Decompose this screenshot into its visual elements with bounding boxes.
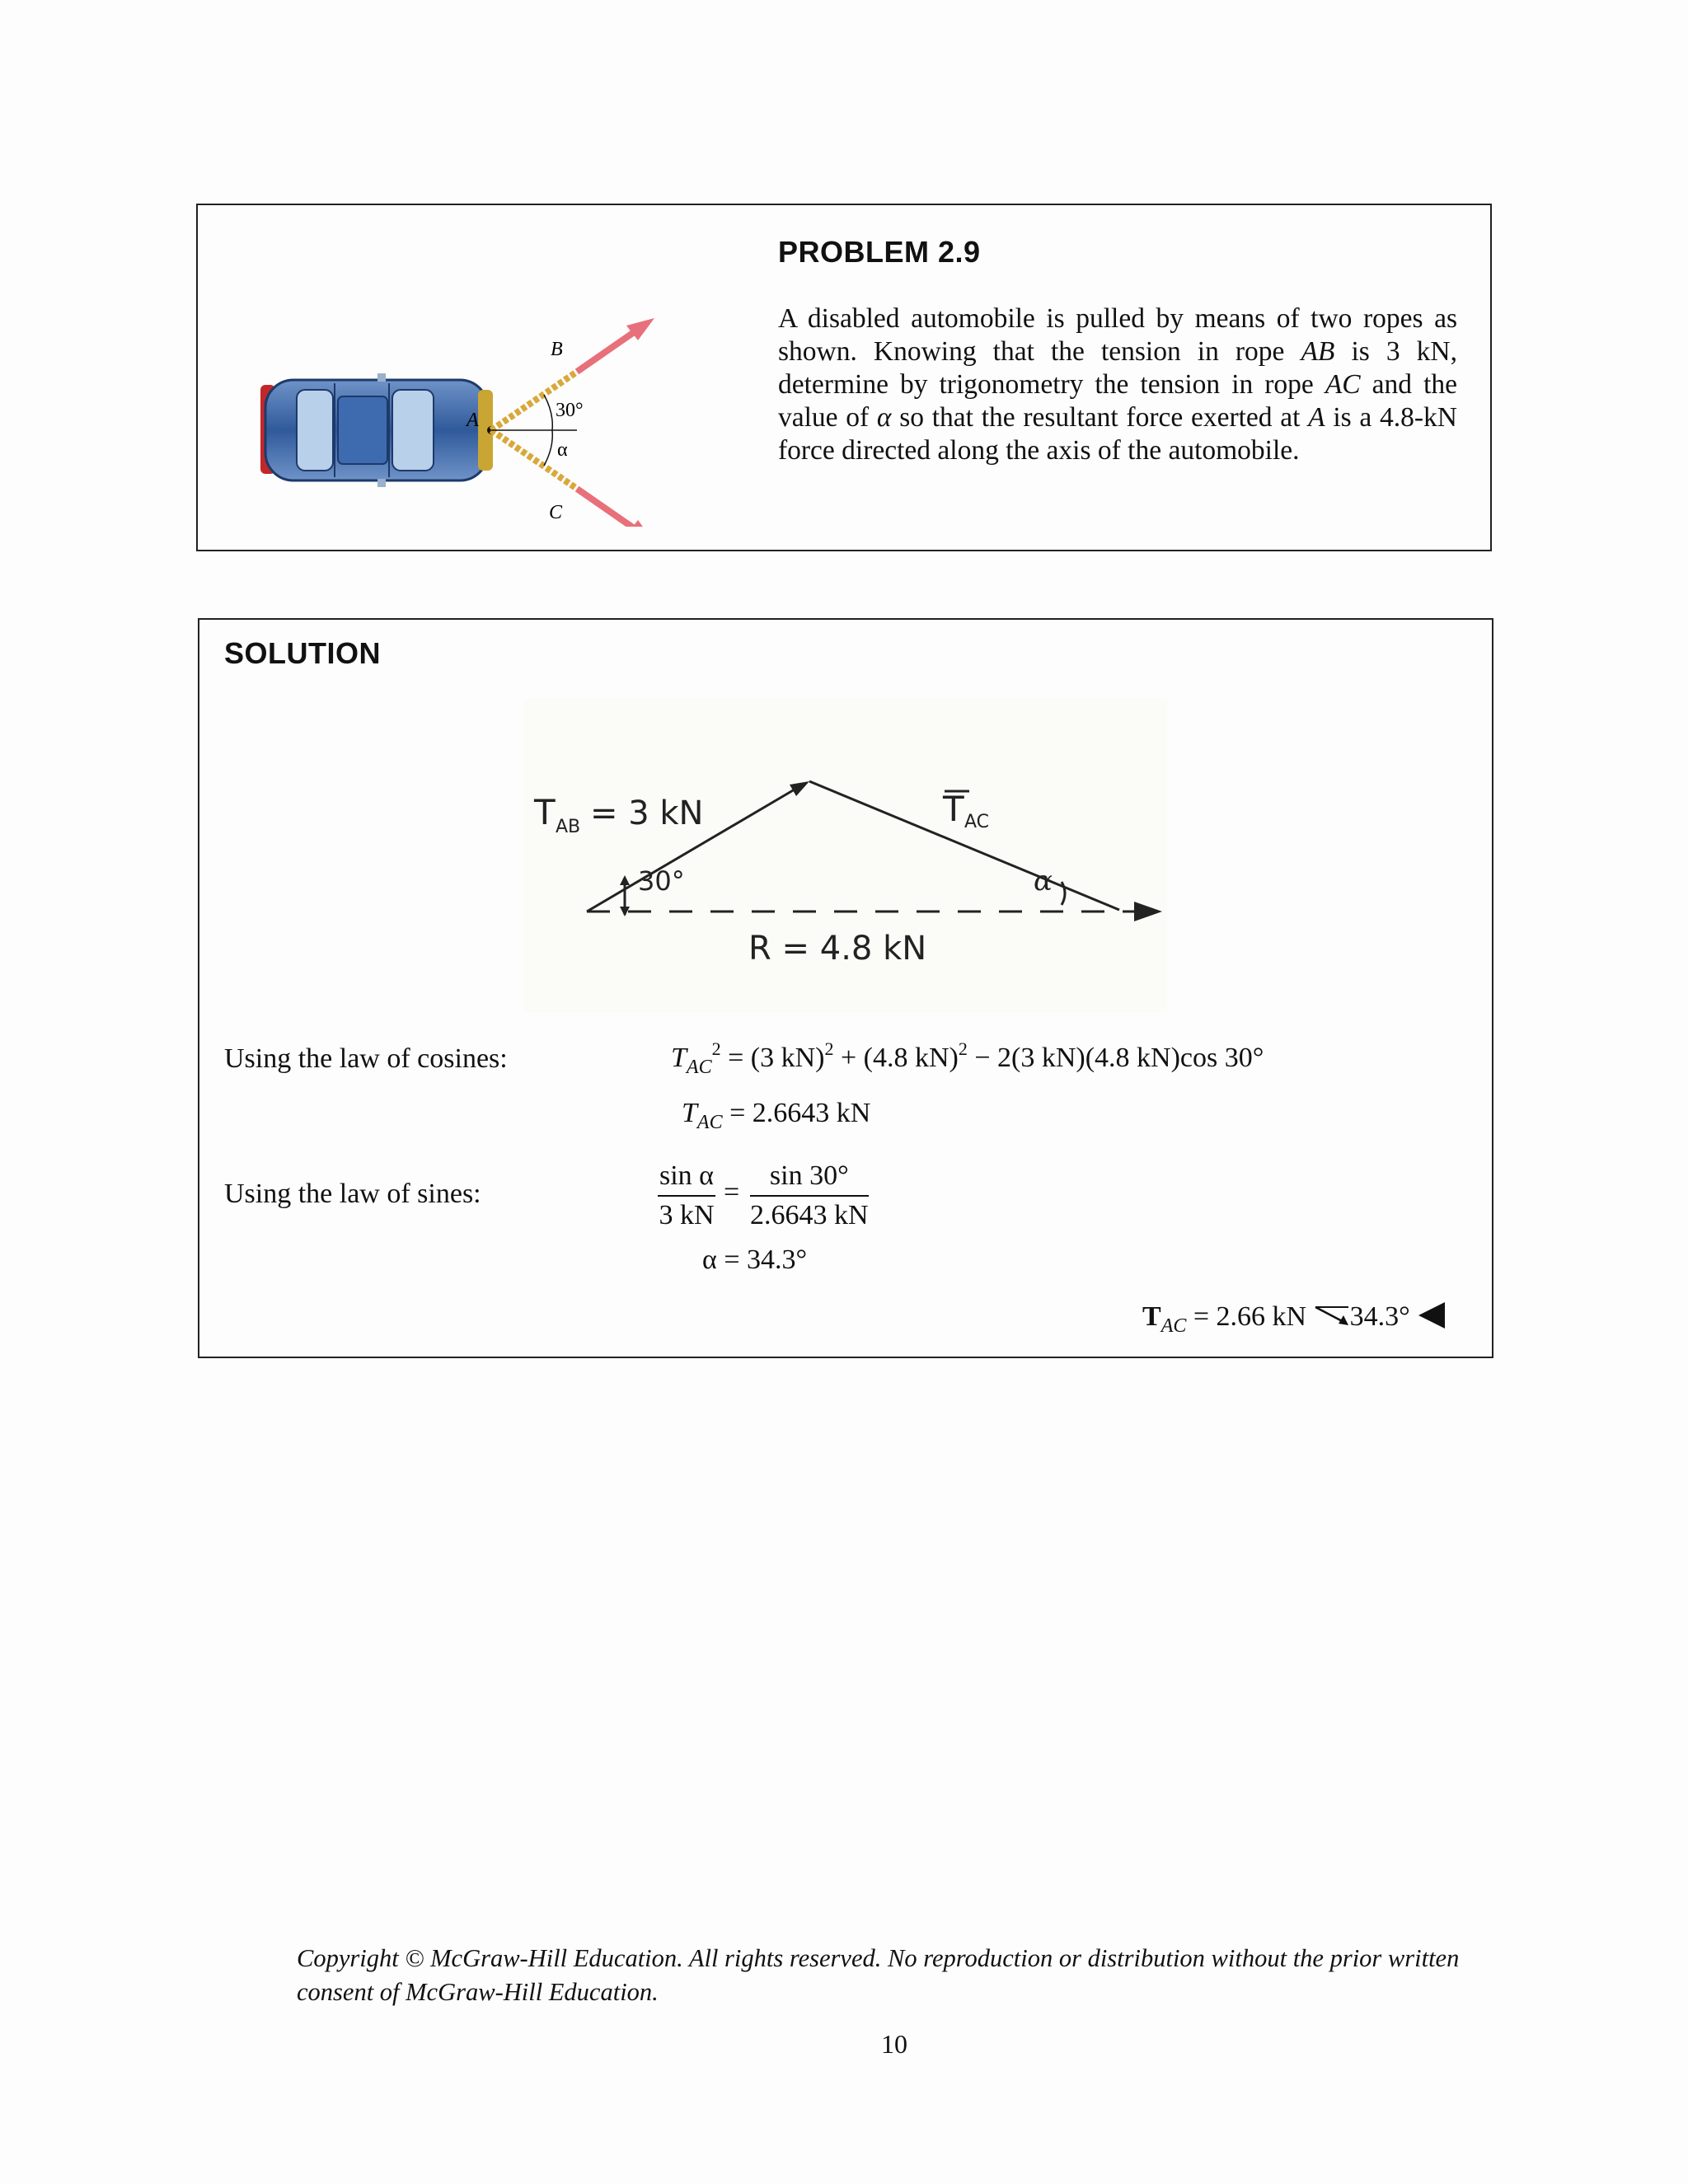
sketch-alpha-label: α [1034,865,1053,898]
sketch-tac-label: T [943,789,964,829]
angle-alpha-arc [544,430,552,466]
sketch-tab-sub: AB [556,817,581,837]
eq-term: = 2.6643 kN [722,1098,871,1128]
eq-term: + (4.8 kN) [833,1043,959,1073]
problem-box [196,204,1492,551]
problem-text-part: and the value of [778,369,1458,433]
eq-t: T [682,1098,697,1128]
arrow-c [577,489,639,527]
copyright-notice: Copyright © McGraw-Hill Education. All rights reserved. No reproduction or distribution without the prior written consent of McGraw-Hill Education. [297,1944,1460,2006]
eq-term: − 2(3 kN)(4.8 kN)cos 30° [967,1043,1264,1073]
sketch-tab-label: T [534,792,556,832]
fraction-numerator: sin 30° [750,1160,869,1197]
problem-title: PROBLEM 2.9 [778,235,981,269]
tac-equation [682,1098,870,1134]
fraction-denominator: 2.6643 kN [750,1200,869,1230]
label-a: A [467,410,479,431]
eq-sub: AC [696,1112,723,1133]
answer-t: T [1142,1301,1161,1332]
eq-sub: AC [686,1057,712,1078]
answer-value: = 2.66 kN [1186,1301,1314,1332]
label-c: C [549,502,563,523]
answer-angle: 34.3° [1349,1301,1410,1332]
sketch-30-label: 30° [638,865,685,897]
cosines-equation [671,1038,1264,1079]
sines-fraction-right [750,1160,869,1231]
solution-title: SOLUTION [224,636,381,670]
label-30: 30° [556,400,584,421]
problem-text-alpha: α [876,402,892,433]
problem-text-part: so that the resultant force exerted at [891,402,1309,433]
sketch-tab-value: = 3 kN [590,794,704,832]
label-b: B [551,339,563,360]
final-answer [1142,1299,1448,1338]
sines-fraction-left [658,1160,715,1231]
eq-term: = (3 kN) [720,1043,825,1073]
alpha-equation: α = 34.3° [702,1244,808,1275]
label-alpha: α [557,439,568,461]
arrow-b [577,329,639,372]
angle-30-arc [544,395,552,430]
page-number: 10 [881,2029,907,2059]
problem-text-part: A disabled automobile is pulled by means of two ropes as shown. Knowing that the tension in rope [778,303,1457,367]
sines-equals: = [724,1177,740,1207]
answer-marker-icon [1415,1299,1448,1332]
fraction-denominator: 3 kN [659,1200,715,1230]
sketch-tac-sub: AC [964,812,990,832]
sketch-r-label: R = 4.8 kN [748,930,927,968]
problem-text-ac: AC [1325,369,1361,400]
car-figure [214,304,676,527]
fraction-numerator: sin α [658,1160,715,1197]
problem-statement [778,302,1457,467]
eq-sup: 2 [958,1038,968,1059]
car-icon [260,373,493,487]
problem-text-a: A [1308,402,1325,433]
solution-box [198,618,1493,1358]
eq-sup: 2 [711,1038,721,1059]
eq-sup: 2 [824,1038,834,1059]
eq-t: T [671,1043,687,1073]
problem-text-ab: AB [1301,336,1335,367]
cosines-label: Using the law of cosines: [224,1043,508,1074]
sines-label: Using the law of sines: [224,1179,481,1209]
direction-arrow-icon [1314,1304,1350,1329]
force-triangle-sketch [524,699,1167,1012]
problem-text-part: is 3 kN, determine by trigonometry the tension in rope [778,336,1457,400]
answer-sub: AC [1160,1315,1187,1337]
problem-text-part: is a 4.8-kN force directed along the axis of the automobile. [778,402,1457,466]
